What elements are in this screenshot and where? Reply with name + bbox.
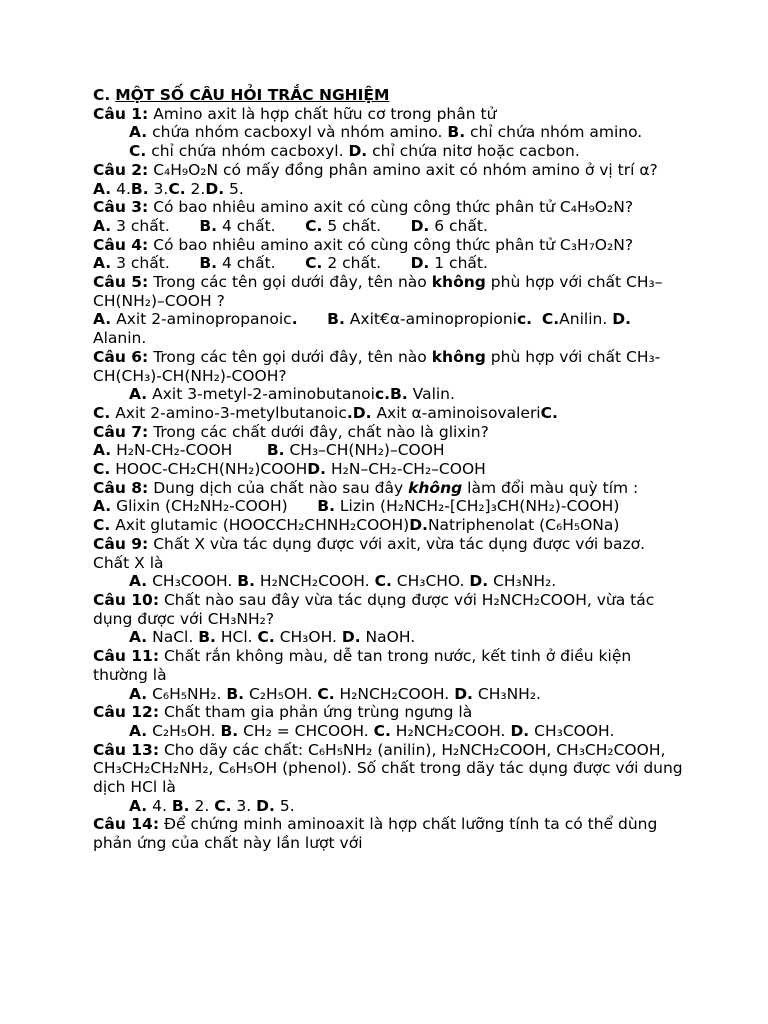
questions-4-options-2: .: [291, 310, 298, 329]
question-5: [93, 273, 683, 310]
questions-4-label: Câu 5:: [93, 273, 149, 292]
questions-4-stem_bold: không: [431, 273, 486, 292]
questions-1-options-7: 5.: [229, 179, 244, 198]
questions-10-options-0: A.: [129, 684, 148, 703]
questions-3-options-4: C.: [305, 254, 323, 273]
section-heading: [93, 86, 683, 105]
questions-0-options-5: chỉ chứa nhóm cacboxyl.: [151, 142, 344, 161]
questions-2-options-1: 3 chất.: [116, 216, 170, 235]
questions-5-stem_b: phù hợp với chất CH₃-CH(CH₃)-CH(NH₂)-COOH?: [93, 347, 661, 385]
question-9-options: [93, 572, 683, 591]
question-4: [93, 236, 683, 255]
questions-5-stem_a: Trong các tên gọi dưới đây, tên nào: [153, 347, 427, 366]
questions-4-stem_a: Trong các tên gọi dưới đây, tên nào: [153, 273, 427, 292]
questions-0-options-4: C.: [129, 142, 147, 161]
questions-6-options-0: A.: [93, 441, 112, 460]
questions-12-label: Câu 13:: [93, 740, 160, 759]
questions-0-options-7: chỉ chứa nitơ hoặc cacbon.: [372, 142, 580, 161]
question-1-options-2: [93, 142, 683, 161]
questions-9-options-1: NaCl.: [152, 628, 194, 647]
question-6-options: [93, 385, 683, 404]
questions-9-label: Câu 10:: [93, 590, 160, 609]
questions-1-options-2: B.: [130, 179, 149, 198]
questions-4-options-8: D.: [612, 310, 631, 329]
question-4-options: [93, 254, 683, 273]
questions-5-options-5: Axit 2-amino-3-metylbutanoic: [115, 403, 347, 422]
questions-0-options-1: chứa nhóm cacboxyl và nhóm amino.: [152, 123, 443, 142]
questions-7-stem_b: làm đổi màu quỳ tím :: [467, 478, 639, 497]
question-13-options: [93, 797, 683, 816]
questions-11-options-7: CH₃COOH.: [534, 721, 615, 740]
questions-5-options-7: Axit α-aminoisovaleri: [376, 403, 541, 422]
questions-8-label: Câu 9:: [93, 534, 149, 553]
questions-8-options-0: A.: [129, 572, 148, 591]
questions-0-options-0: A.: [129, 123, 148, 142]
questions-4-options-7: Anilin.: [559, 310, 608, 329]
questions-12-options-5: 3.: [236, 796, 252, 815]
questions-7-stem_a: Dung dịch của chất nào sau đây: [153, 478, 404, 497]
questions-11-options-2: B.: [220, 721, 239, 740]
questions-3-options-6: D.: [410, 254, 430, 273]
questions-12-stem: Cho dãy các chất: C₆H₅NH₂ (anilin), H₂NCH₂COOH, CH₃CH₂COOH, CH₃CH₂CH₂NH₂, C₆H₅OH (phenol). Số chất trong dãy tác dụng được với dung dịch HCl là: [93, 740, 683, 797]
question-7: [93, 423, 683, 442]
questions-10-options-4: C.: [317, 684, 335, 703]
questions-11-label: Câu 12:: [93, 703, 160, 722]
questions-6-options-4: C.: [93, 460, 111, 479]
questions-9-options-2: B.: [198, 628, 216, 647]
questions-7-label: Câu 8:: [93, 478, 149, 497]
questions-5-options-1: Axit 3-metyl-2-aminobutanoi: [152, 385, 375, 404]
questions-6-options-7: H₂N–CH₂-CH₂–COOH: [330, 460, 486, 479]
questions-12-options-4: C.: [214, 796, 232, 815]
questions-2-options-0: A.: [93, 216, 112, 235]
questions-5-options-3: Valin.: [412, 385, 455, 404]
question-1: [93, 105, 683, 124]
questions-6-options-3: CH₃–CH(NH₂)–COOH: [289, 441, 445, 460]
questions-12-options-3: 2.: [194, 796, 210, 815]
questions-3-options-2: B.: [199, 254, 218, 273]
questions-8-options-7: CH₃NH₂.: [493, 572, 557, 591]
questions-4-options-4: Axit€α-aminopropioni: [349, 310, 517, 329]
questions-11-stem: Chất tham gia phản ứng trùng ngưng là: [163, 703, 473, 722]
question-7-options: [93, 441, 683, 460]
questions-5-options-0: A.: [129, 385, 148, 404]
question-3: [93, 198, 683, 217]
questions-1-options-5: 2.: [190, 179, 206, 198]
question-10-options: [93, 628, 683, 647]
questions-9-options-7: NaOH.: [365, 628, 416, 647]
questions-10-label: Câu 11:: [93, 647, 160, 666]
questions-11-options-4: C.: [373, 721, 391, 740]
questions-5-options-6: .D.: [346, 403, 372, 422]
questions-0-stem: Amino axit là hợp chất hữu cơ trong phân tử: [153, 104, 497, 123]
questions-11-options-5: H₂NCH₂COOH.: [395, 721, 506, 740]
questions-10-options-3: C₂H₅OH.: [248, 684, 313, 703]
questions-4-options-6: C.: [541, 310, 560, 329]
questions-8-options-6: D.: [469, 572, 489, 591]
questions-6-options-6: D.: [307, 460, 327, 479]
question-3-options: [93, 217, 683, 236]
questions-5-options-2: c.B.: [374, 385, 408, 404]
question-11-options: [93, 685, 683, 704]
questions-4-options-3: B.: [327, 310, 345, 329]
questions-10-stem: Chất rắn không màu, dễ tan trong nước, kết tinh ở điều kiện thường là: [93, 647, 632, 684]
questions-9-stem: Chất nào sau đây vừa tác dụng được với H₂NCH₂COOH, vừa tác dụng được với CH₃NH₂?: [93, 590, 655, 628]
question-12-options: [93, 722, 683, 741]
questions-2-options-4: C.: [305, 216, 323, 235]
questions-1-label: Câu 2:: [93, 160, 149, 179]
questions-9-options-4: C.: [257, 628, 275, 647]
questions-5-options-4: C.: [93, 403, 111, 422]
questions-6-options-5: HOOC-CH₂CH(NH₂)COOH: [115, 460, 308, 479]
questions-7-stem_bold: không: [408, 478, 463, 497]
questions-5-label: Câu 6:: [93, 347, 149, 366]
questions-3-options-0: A.: [93, 254, 112, 273]
questions-8-options-5: CH₃CHO.: [396, 572, 465, 591]
question-10: [93, 591, 683, 628]
questions-7-options-2: B.: [317, 497, 335, 516]
questions-11-options-6: D.: [510, 721, 530, 740]
section-title: MỘT SỐ CÂU HỎI TRẮC NGHIỆM: [115, 86, 390, 104]
questions-7-options-5: Axit glutamic (HOOCCH₂CHNH₂COOH): [115, 516, 410, 535]
questions-0-options-6: D.: [348, 142, 368, 161]
questions-0-options-3: chỉ chứa nhóm amino.: [470, 123, 643, 142]
questions-4-options-1: Axit 2-aminopropanoic: [116, 310, 292, 329]
questions-8-options-3: H₂NCH₂COOH.: [259, 572, 370, 591]
questions-4-stem_b: phù hợp với chất CH₃–CH(NH₂)–COOH ?: [93, 273, 663, 310]
questions-7-options-3: Lizin (H₂NCH₂-[CH₂]₃CH(NH₂)-COOH): [339, 497, 620, 516]
questions-2-label: Câu 3:: [93, 198, 149, 217]
question-8-options: [93, 497, 683, 516]
question-8-options-2: [93, 516, 683, 535]
question-2: [93, 161, 683, 180]
questions-1-options-4: C.: [168, 179, 186, 198]
questions-11-options-0: A.: [129, 721, 148, 740]
document-body: [93, 86, 683, 853]
questions-2-stem: Có bao nhiêu amino axit có cùng công thức phân tử C₄H₉O₂N?: [153, 198, 634, 217]
questions-0-options-2: B.: [447, 123, 466, 142]
question-11: [93, 647, 683, 684]
questions-4-options-9: Alanin.: [93, 329, 147, 348]
questions-7-options-6: D.: [409, 516, 428, 535]
question-6: [93, 348, 683, 385]
questions-3-options-7: 1 chất.: [434, 254, 488, 273]
questions-12-options-6: D.: [256, 796, 275, 815]
questions-5-stem_bold: không: [431, 347, 486, 366]
questions-1-stem: C₄H₉O₂N có mấy đồng phân amino axit có nhóm amino ở vị trí α?: [153, 160, 658, 179]
questions-2-options-5: 5 chất.: [327, 216, 381, 235]
questions-9-options-5: CH₃OH.: [279, 628, 337, 647]
question-9: [93, 535, 683, 572]
questions-12-options-0: A.: [129, 796, 148, 815]
questions-3-options-3: 4 chất.: [221, 254, 276, 273]
questions-4-options-0: A.: [93, 310, 112, 329]
questions-10-options-2: B.: [226, 684, 245, 703]
questions-10-options-1: C₆H₅NH₂.: [152, 684, 222, 703]
question-12: [93, 703, 683, 722]
questions-3-stem: Có bao nhiêu amino axit có cùng công thức phân tử C₃H₇O₂N?: [153, 235, 634, 254]
questions-13-stem: Để chứng minh aminoaxit là hợp chất lưỡng tính ta có thể dùng phản ứng của chất này lần lượt với: [93, 815, 658, 853]
questions-12-options-7: 5.: [279, 796, 295, 815]
questions-2-options-6: D.: [410, 216, 430, 235]
questions-0-label: Câu 1:: [93, 104, 149, 123]
questions-6-options-1: H₂N-CH₂-COOH: [116, 441, 233, 460]
questions-3-options-1: 3 chất.: [116, 254, 170, 273]
question-14: [93, 815, 683, 852]
questions-6-label: Câu 7:: [93, 422, 149, 441]
question-7-options-2: [93, 460, 683, 479]
question-8: [93, 479, 683, 498]
questions-1-options-3: 3.: [153, 179, 169, 198]
question-6-options-2: [93, 404, 683, 423]
questions-2-options-3: 4 chất.: [221, 216, 276, 235]
questions-8-stem: Chất X vừa tác dụng được với axit, vừa tác dụng được với bazơ. Chất X là: [93, 534, 646, 572]
questions-11-options-3: CH₂ = CHCOOH.: [243, 721, 369, 740]
questions-12-options-2: B.: [171, 796, 190, 815]
questions-9-options-3: HCl.: [220, 628, 253, 647]
questions-1-options-1: 4.: [116, 179, 131, 198]
heading-prefix: C.: [93, 86, 111, 104]
questions-9-options-0: A.: [129, 628, 148, 647]
questions-1-options-0: A.: [93, 179, 112, 198]
questions-6-options-2: B.: [266, 441, 285, 460]
question-13: [93, 741, 683, 797]
questions-12-options-1: 4.: [152, 796, 167, 815]
questions-8-options-1: CH₃COOH.: [152, 572, 233, 591]
question-2-options: [93, 180, 683, 199]
questions-7-options-7: Natriphenolat (C₆H₅ONa): [427, 516, 620, 535]
questions-6-stem: Trong các chất dưới đây, chất nào là glixin?: [153, 422, 489, 441]
questions-5-options-8: C.: [540, 403, 558, 422]
questions-8-options-4: C.: [374, 572, 392, 591]
questions-8-options-2: B.: [237, 572, 255, 591]
question-5-options: [93, 310, 683, 347]
questions-10-options-5: H₂NCH₂COOH.: [339, 684, 450, 703]
questions-9-options-6: D.: [341, 628, 361, 647]
questions-3-label: Câu 4:: [93, 235, 149, 254]
questions-4-options-5: c.: [516, 310, 533, 329]
questions-2-options-2: B.: [199, 216, 218, 235]
questions-13-label: Câu 14:: [93, 815, 160, 834]
questions-10-options-6: D.: [454, 684, 473, 703]
questions-7-options-4: C.: [93, 516, 111, 535]
question-1-options: [93, 123, 683, 142]
questions-10-options-7: CH₃NH₂.: [477, 684, 541, 703]
questions-11-options-1: C₂H₅OH.: [152, 721, 216, 740]
questions-3-options-5: 2 chất.: [327, 254, 381, 273]
questions-7-options-0: A.: [93, 497, 112, 516]
questions-2-options-7: 6 chất.: [434, 216, 488, 235]
questions-7-options-1: Glixin (CH₂NH₂-COOH): [116, 497, 288, 516]
questions-1-options-6: D.: [205, 179, 225, 198]
